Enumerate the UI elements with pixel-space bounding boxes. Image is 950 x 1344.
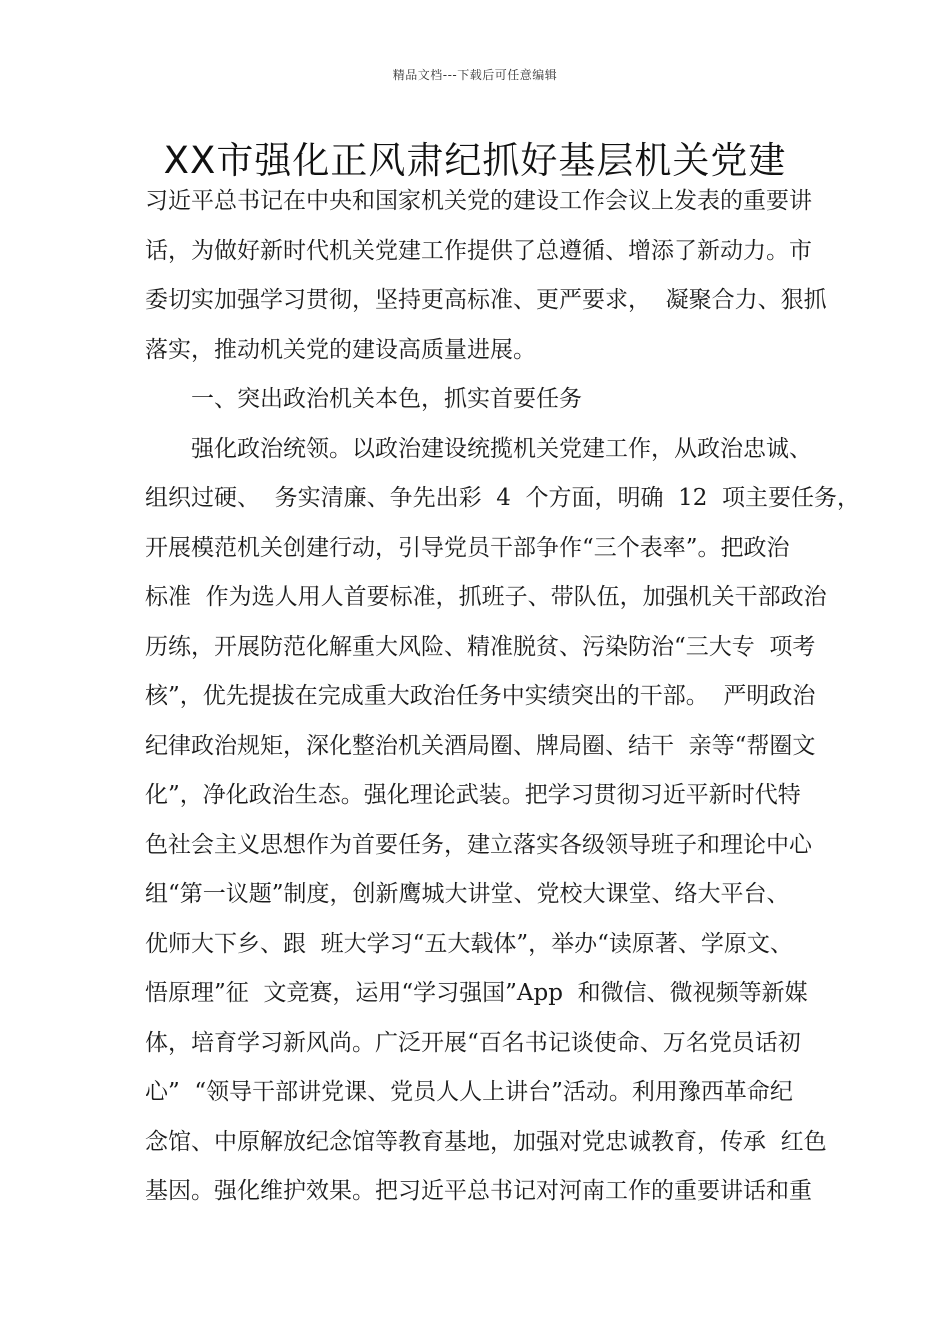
paragraph-line: 悟原理”征 文竞赛，运用“学习强国”App 和微信、微视频等新媒 <box>145 980 808 1006</box>
paragraph-line: 组“第一议题”制度，创新鹰城大讲堂、党校大课堂、络大平台、 <box>145 881 790 907</box>
paragraph-line: 核”，优先提拔在完成重大政治任务中实绩突出的干部。 严明政治 <box>145 683 816 709</box>
paragraph-line: 一、突出政治机关本色，抓实首要任务 <box>191 386 582 412</box>
paragraph-line: 委切实加强学习贯彻，坚持更高标准、更严要求， 凝聚合力、狠抓 <box>145 287 827 313</box>
paragraph-line: 开展模范机关创建行动，引导党员干部争作“三个表率”。把政治 <box>145 534 790 561</box>
paragraph-line: 优师大下乡、跟 班大学习“五大载体”，举办“读原著、学原文、 <box>145 930 793 957</box>
paragraph-line: 念馆、中原解放纪念馆等教育基地，加强对党忠诚教育，传承 红色 <box>145 1128 827 1155</box>
paragraph-line: 落实，推动机关党的建设高质量进展。 <box>145 336 536 363</box>
paragraph-line: 组织过硬、 务实清廉、争先出彩 4 个方面，明确 12 项主要任务， <box>145 485 861 511</box>
document-header: 精品文档---下载后可任意编辑 <box>392 68 558 82</box>
paragraph <box>145 177 831 375</box>
paragraph <box>145 425 861 1217</box>
paragraph-line: 习近平总书记在中央和国家机关党的建设工作会议上发表的重要讲 <box>145 188 812 214</box>
paragraph <box>145 375 831 425</box>
paragraph-line: 化”，净化政治生态。强化理论武装。把学习贯彻习近平新时代特 <box>145 782 801 808</box>
document-body <box>145 177 861 1217</box>
paragraph-line: 基因。强化维护效果。把习近平总书记对河南工作的重要讲话和重 <box>145 1178 812 1204</box>
paragraph-line: 纪律政治规矩，深化整治机关酒局圈、牌局圈、结干 亲等“帮圈文 <box>145 732 816 759</box>
paragraph-line: 色社会主义思想作为首要任务，建立落实各级领导班子和理论中心 <box>145 831 812 858</box>
paragraph-line: 体，培育学习新风尚。广泛开展“百名书记谈使命、万名党员话初 <box>145 1029 801 1056</box>
paragraph-line: 强化政治统领。以政治建设统揽机关党建工作，从政治忠诚、 <box>191 435 812 462</box>
paragraph-line: 历练，开展防范化解重大风险、精准脱贫、污染防治“三大专 项考 <box>145 633 816 660</box>
document-title: XX市强化正风肃纪抓好基层机关党建 <box>163 139 787 182</box>
paragraph-line: 标准 作为选人用人首要标准，抓班子、带队伍，加强机关干部政治 <box>145 584 827 610</box>
paragraph-line: 心” “领导干部讲党课、党员人人上讲台”活动。利用豫西革命纪 <box>145 1079 793 1105</box>
paragraph-line: 话，为做好新时代机关党建工作提供了总遵循、增添了新动力。市 <box>145 237 812 264</box>
